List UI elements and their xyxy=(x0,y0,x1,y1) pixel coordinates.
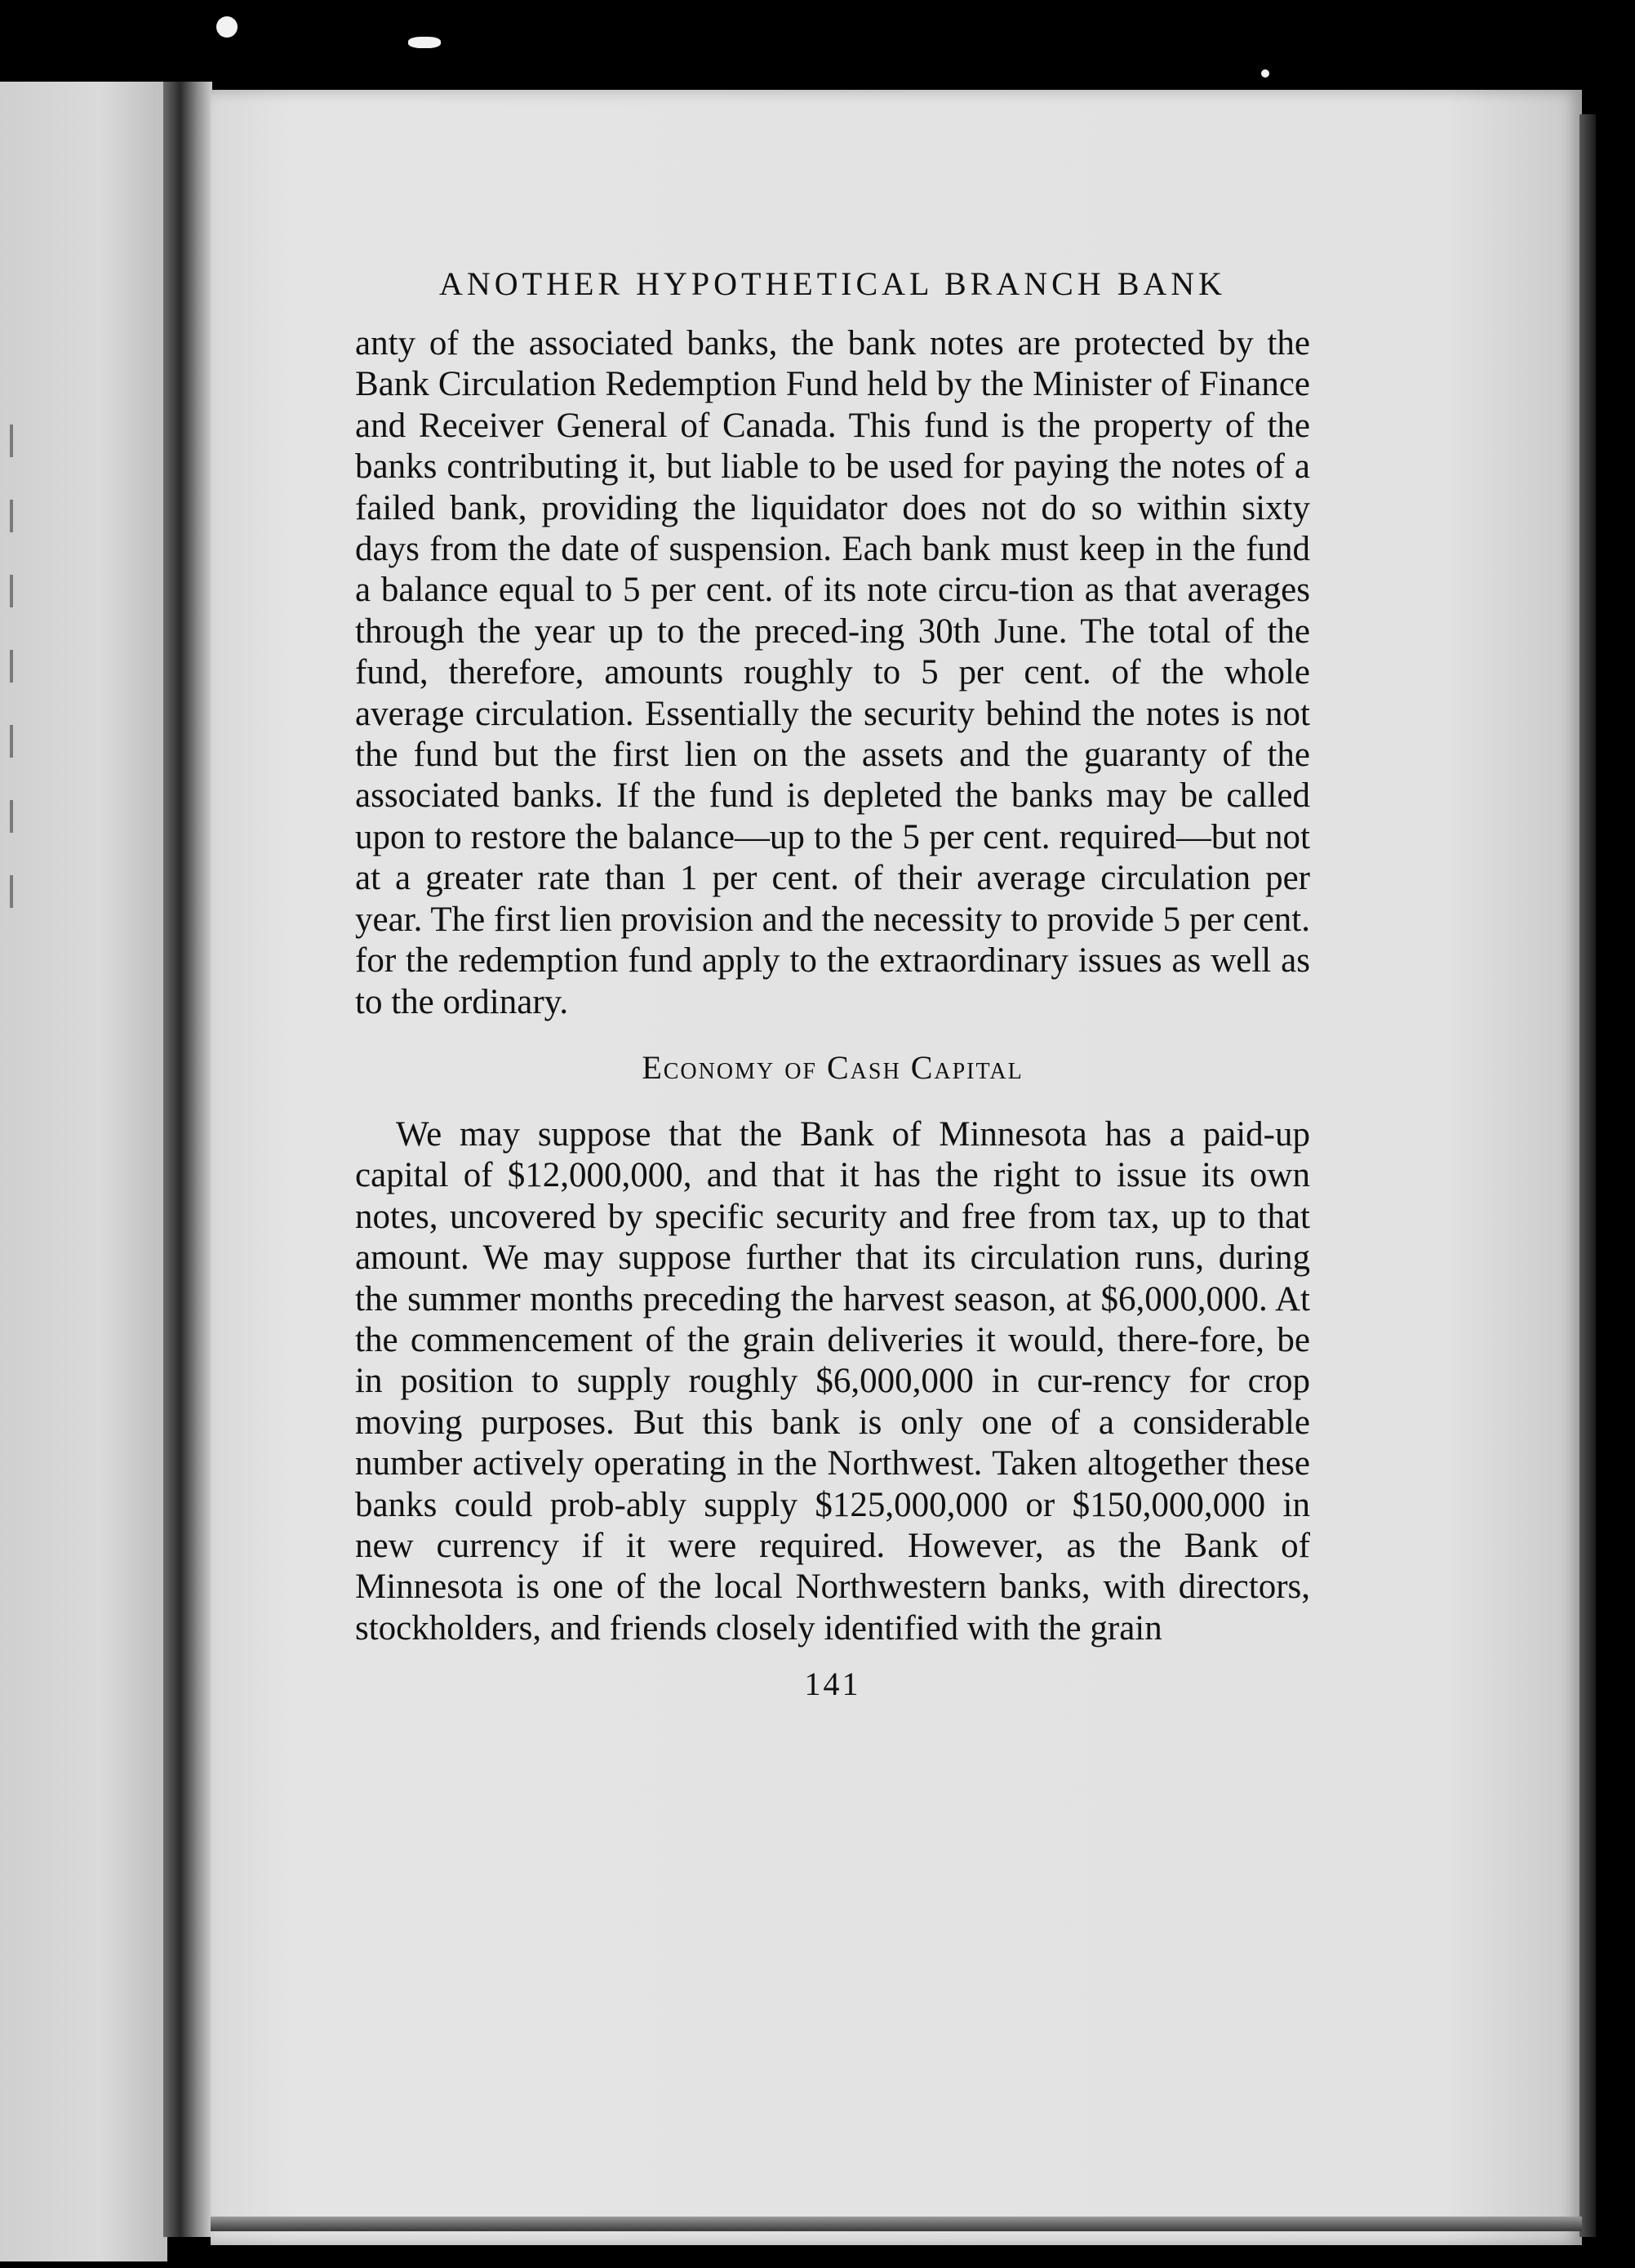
text-fragment xyxy=(0,725,13,758)
text-fragment xyxy=(0,650,13,683)
scan-speck xyxy=(408,37,441,48)
page-text xyxy=(355,260,1310,1705)
facing-page-text-fragments xyxy=(0,425,16,950)
scan-speck xyxy=(1261,69,1269,78)
book-gutter-shadow xyxy=(163,82,212,2237)
paragraph-fund-redemption: anty of the associated banks, the bank notes are protected by the Bank Circulation Redemption Fund held by the Minister of Finance and Receiver General of Canada. This fund is the property of the banks contributing it, but liable to be used for paying the notes of a failed bank, providing the liquidator does not do so within sixty days from the date of suspension. Each bank must keep in the fund a balance equal to 5 per cent. of its note circu-tion as that averages through the year up to the preced-ing 30th June. The total of the fund, therefore, amounts roughly to 5 per cent. of the whole average circulation. Essentially the security behind the notes is not the fund but the first lien on the assets and the guaranty of the associated banks. If the fund is depleted the banks may be called upon to restore the balance—up to the 5 per cent. required—but not at a greater rate than 1 per cent. of their average circulation per year. The first lien provision and the necessity to provide 5 per cent. for the redemption fund apply to the extraordinary issues as well as to the ordinary. xyxy=(355,324,1310,1021)
page-right-edge xyxy=(1579,114,1596,2237)
text-fragment xyxy=(0,800,13,833)
text-fragment xyxy=(0,575,13,607)
facing-page-edge xyxy=(0,82,167,2261)
page-bottom-edge xyxy=(211,2217,1582,2231)
section-heading: Economy of Cash Capital xyxy=(642,1048,1024,1086)
scan-speck xyxy=(216,16,238,38)
running-head: ANOTHER HYPOTHETICAL BRANCH BANK xyxy=(438,265,1227,302)
text-fragment xyxy=(0,500,13,532)
text-fragment xyxy=(0,425,13,457)
paragraph-cash-capital: We may suppose that the Bank of Minnesota has a paid-up capital of $12,000,000, and that it has the right to issue its own notes, uncovered by specific security and free from tax, up to that amount. We may suppose further that its circulation runs, during the summer months preceding the harvest season, at $6,000,000. At the commencement of the grain deliveries it would, there-fore, be in position to supply roughly $6,000,000 in cur-rency for crop moving purposes. But this bank is only one of a considerable number actively operating in the Northwest. Taken altogether these banks could prob-ably supply $125,000,000 or $150,000,000 in new currency if it were required. However, as the Bank of Minnesota is one of the local Northwestern banks, with directors, stockholders, and friends closely identified with the grain xyxy=(355,1114,1310,1648)
page-number: 141 xyxy=(804,1665,861,1703)
text-fragment xyxy=(0,875,13,908)
